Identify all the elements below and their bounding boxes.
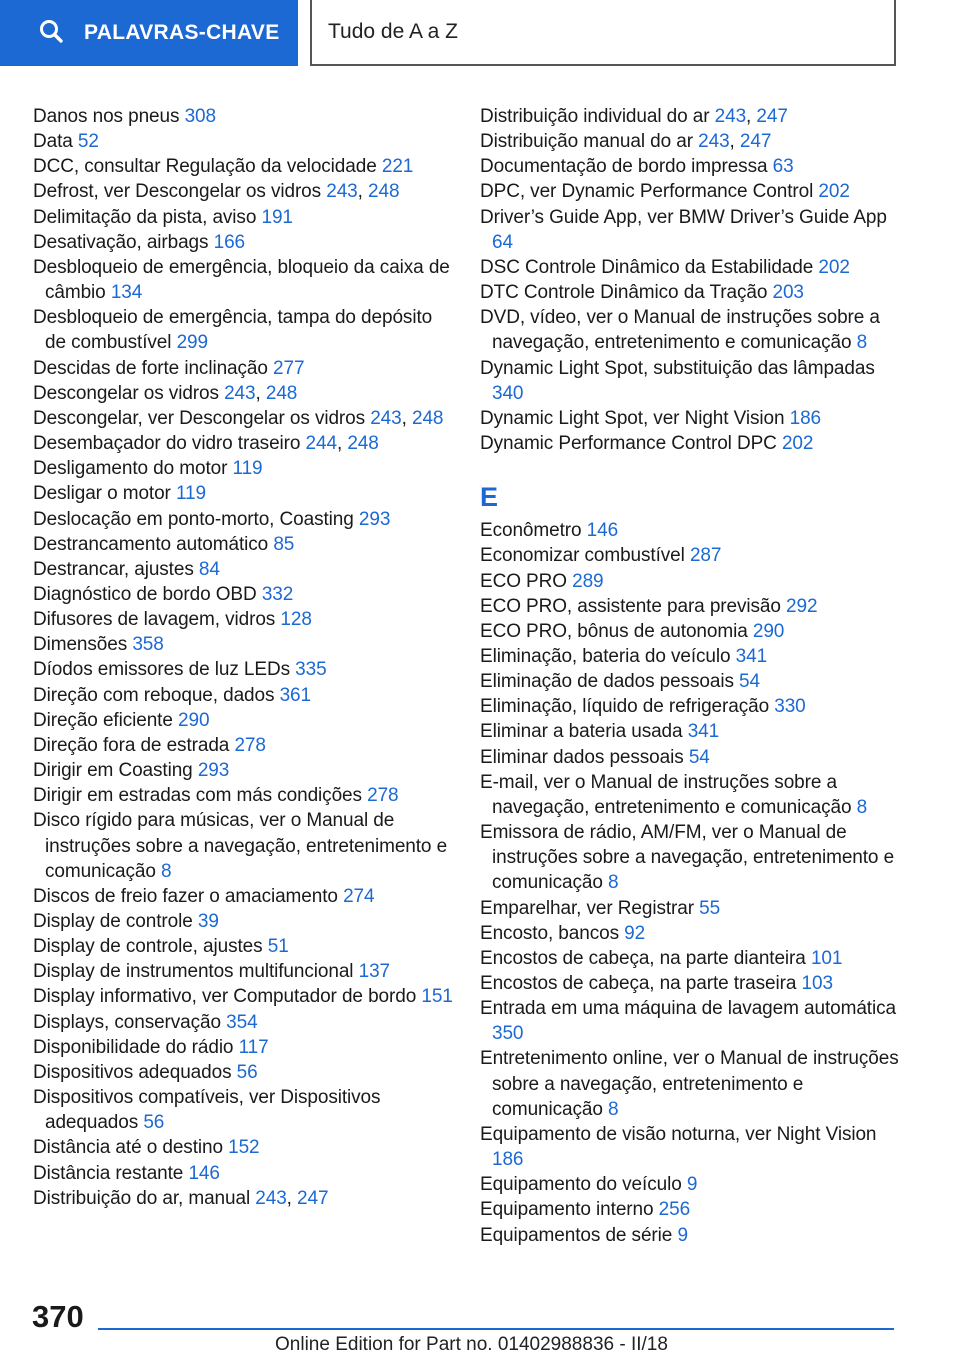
index-entry: Desembaçador do vidro traseiro 244, 248 [33,433,379,455]
page-link[interactable]: 8 [856,796,868,818]
page-link[interactable]: 248 [265,382,298,404]
index-entry [480,644,910,669]
index-entry [33,104,453,129]
index-entry-text: DTC Controle Dinâmico da Tração [480,282,768,304]
index-entry [33,1161,453,1186]
page-link[interactable]: 221 [381,156,414,178]
index-entry [33,984,453,1009]
page-link[interactable]: 350 [492,1023,524,1045]
index-entry-text: Econômetro [480,520,582,542]
keywords-tab-label: PALAVRAS-CHAVE [84,21,280,44]
index-entry-text: Equipamentos de série [480,1224,673,1246]
index-entry [33,1035,453,1060]
index-entry [33,1060,453,1085]
index-entry-text: Distribuição manual do ar [480,131,693,153]
page-link[interactable]: 203 [772,282,804,304]
page-link[interactable]: 146 [188,1162,220,1184]
index-entry-text: Dynamic Light Spot, substituição das lâmpadas [480,357,875,379]
page-link[interactable]: 84 [198,558,220,580]
index-entry-text: Descongelar os vidros [33,382,219,404]
index-entry-text: Display de controle, ajustes [33,936,263,958]
index-group-e [480,518,910,1248]
index-entry-text: Difusores de lavagem, vidros [33,609,276,631]
index-entry [480,1223,910,1248]
index-column-right [480,104,910,1248]
index-entry [480,770,910,820]
index-entry [33,909,453,934]
page-link[interactable]: 191 [261,206,293,228]
index-entry [33,1010,453,1035]
index-entry-text: Eliminação, bateria do veículo [480,645,731,667]
page-link[interactable]: 274 [343,885,375,907]
index-entry-text: Dispositivos adequados [33,1061,232,1083]
index-entry-text: Dirigir em Coasting [33,760,193,782]
page-link[interactable]: 63 [772,156,794,178]
index-entry [33,255,453,305]
index-entry-text: Distância até o destino [33,1137,223,1159]
page-link[interactable]: 128 [280,609,312,631]
index-entry [480,406,910,431]
page-link[interactable]: 202 [781,433,814,455]
page-link[interactable]: 56 [143,1112,165,1134]
index-entry-text: Driver’s Guide App, ver BMW Driver’s Guide App [480,206,887,228]
index-entry [33,783,453,808]
page-link[interactable]: 39 [197,911,219,932]
index-entry-text: DPC, ver Dynamic Performance Control [480,181,814,203]
page-link[interactable]: 9 [677,1224,688,1246]
index-entry-text: Display informativo, ver Computador de bordo [33,986,417,1008]
index-entry-text: Emparelhar, ver Registrar [480,897,694,919]
page-link[interactable]: 277 [273,357,305,379]
index-entry [480,896,910,921]
index-entry: Distribuição individual do ar 243, 247 [480,106,788,127]
index-entry [480,1172,910,1197]
page-link[interactable]: 361 [279,684,311,706]
page-link[interactable]: 299 [176,332,208,354]
page-link[interactable]: 117 [238,1036,269,1058]
index-entry-text: Equipamento do veículo [480,1174,682,1196]
page-link[interactable]: 54 [739,671,760,693]
index-entry-text: Entrada em uma máquina de lavagem automática [480,998,896,1020]
index-entry-text: E-mail, ver o Manual de instruções sobre a navegação, entretenimento e comunicação [480,771,852,818]
section-letter-heading: E [480,482,498,513]
index-entry-text: Dispositivos compatíveis, ver Dispositivos adequados [33,1087,381,1134]
index-entry-text: Deslocação em ponto-morto, Coasting [33,508,354,530]
index-column-left [33,104,453,1211]
page-link[interactable]: 335 [295,659,327,681]
page-link[interactable]: 332 [261,583,294,605]
index-entry-text: Dynamic Performance Control DPC [480,433,777,455]
page-link[interactable]: 152 [228,1137,260,1159]
index-entry-text: Desligamento do motor [33,458,228,480]
index-entry-text: Delimitação da pista, aviso [33,206,257,228]
search-icon [38,18,64,49]
index-entry: Distribuição manual do ar 243, 247 [480,131,772,153]
index-entry: Defrost, ver Descongelar os vidros 243, 248 [33,181,400,203]
page-link[interactable]: 55 [699,897,721,919]
page-link[interactable]: 341 [735,645,768,667]
index-entry-text: Encostos de cabeça, na parte traseira [480,973,797,994]
index-entry [480,356,910,406]
index-entry [33,934,453,959]
index-entry [480,1197,910,1222]
index-entry [33,884,453,909]
page-link[interactable]: 292 [786,595,818,617]
page-link[interactable]: 92 [624,922,646,944]
index-entry: Distribuição do ar, manual 243, 247 [33,1187,329,1209]
page-link[interactable]: 341 [687,721,720,743]
index-entry-text: Eliminar a bateria usada [480,721,683,743]
page-link[interactable]: 134 [110,282,143,304]
index-entry-text: Dimensões [33,634,128,656]
index-entry-text: Destrancamento automático [33,533,269,555]
page-link[interactable]: 186 [492,1149,524,1171]
page-link[interactable]: 290 [178,709,210,731]
page-link[interactable]: 289 [572,570,604,592]
page-link[interactable]: 340 [492,382,524,404]
index-entry [33,557,453,582]
page-link[interactable]: 54 [688,746,710,768]
index-entry-text: Equipamento de visão noturna, ver Night Vision [480,1123,877,1145]
index-entry [480,946,910,971]
a-to-z-tab[interactable] [310,0,896,66]
index-entry-text: Documentação de bordo impressa [480,156,768,178]
index-entry [480,996,910,1046]
page-link[interactable]: 186 [789,407,822,429]
page-link[interactable]: 101 [810,947,843,969]
index-entry-text: Dynamic Light Spot, ver Night Vision [480,407,785,429]
index-entry-text: ECO PRO, assistente para previsão [480,595,781,617]
index-entry-text: Desbloqueio de emergência, bloqueio da caixa de câmbio [33,256,450,304]
page-link[interactable]: 243 [224,382,256,404]
keywords-tab[interactable] [0,0,298,66]
index-entry [480,431,910,456]
index-entry-text: Desativação, airbags [33,231,209,253]
index-entry-text: Discos de freio fazer o amaciamento [33,885,338,907]
index-entry-text: DVD, vídeo, ver o Manual de instruções sobre a navegação, entretenimento e comunicação [480,307,880,354]
index-group-d [480,104,910,456]
index-entry [33,632,453,657]
index-entry-text: Direção com reboque, dados [33,684,275,706]
index-entry-text: Distribuição do ar, manual [33,1187,251,1209]
page-link[interactable]: 248 [412,407,444,429]
index-entry [33,959,453,984]
index-entry-text: Data [33,131,73,153]
index-entry-text: Descidas de forte inclinação [33,357,268,379]
page-link[interactable]: 202 [818,181,850,203]
page-number: 370 [32,1299,84,1334]
index-entry [480,719,910,744]
index-entry [33,808,453,883]
page-link[interactable]: 293 [358,508,391,530]
page-link[interactable]: 137 [358,961,391,983]
index-entry [33,456,453,481]
index-entry [33,129,453,154]
index-entry [33,205,453,230]
index-entry [480,543,910,568]
page-link[interactable]: 52 [77,131,99,153]
index-entry-text: Descongelar, ver Descongelar os vidros [33,407,366,429]
index-entry-text: Display de instrumentos multifuncional [33,961,354,983]
page-link[interactable]: 278 [367,785,399,807]
index-entry [33,305,453,355]
index-entry-text: Emissora de rádio, AM/FM, ver o Manual de instruções sobre a navegação, entretenimento e comunicação [480,822,895,894]
index-entry-text: Danos nos pneus [33,106,180,127]
index-entry-text: Entretenimento online, ver o Manual de instruções sobre a navegação, entretenimento e comunicação [480,1048,899,1120]
page-link[interactable]: 146 [586,520,619,542]
page-link[interactable]: 290 [752,620,785,642]
page-link[interactable]: 247 [756,106,788,127]
header-bar [0,0,960,66]
index-entry-text: Encostos de cabeça, na parte dianteira [480,947,806,969]
index-entry-text: Disponibilidade do rádio [33,1036,234,1058]
footer-divider [98,1328,894,1330]
page-link[interactable]: 103 [801,973,833,994]
index-entry-text: Desligar o motor [33,483,171,505]
index-entry-text: Disco rígido para músicas, ver o Manual de instruções sobre a navegação, entretenimento e comunicação [33,810,448,882]
index-entry [33,481,453,506]
index-entry: Descongelar, ver Descongelar os vidros 243, 248 [33,407,444,429]
index-entry [480,971,910,996]
index-entry [480,305,910,355]
page-link[interactable]: 243 [714,106,747,127]
page-link[interactable]: 244 [305,433,337,455]
index-entry [480,921,910,946]
index-entry-text: Desbloqueio de emergência, tampa do depósito de combustível [33,307,433,354]
page-link[interactable]: 119 [175,483,206,505]
index-entry [480,1122,910,1172]
index-entry [33,507,453,532]
page-link[interactable]: 247 [739,131,772,153]
page-link[interactable]: 308 [184,106,216,127]
page-link[interactable]: 56 [236,1061,258,1083]
page-link[interactable]: 256 [658,1199,691,1221]
index-entry [480,694,910,719]
page-link[interactable]: 8 [161,860,172,882]
index-entry [480,154,910,179]
page-link[interactable]: 8 [608,1098,619,1120]
index-entry [33,532,453,557]
index-entry-text: Eliminação, líquido de refrigeração [480,696,770,718]
page-link[interactable]: 8 [608,872,619,894]
index-entry-text: Defrost, ver Descongelar os vidros [33,181,322,203]
index-entry-text: Diagnóstico de bordo OBD [33,583,257,605]
index-entry-text: ECO PRO, bônus de autonomia [480,620,748,642]
index-entry: Descongelar os vidros 243, 248 [33,382,298,404]
index-entry-text: Equipamento interno [480,1199,654,1221]
index-entry-text: Desembaçador do vidro traseiro [33,433,301,455]
page-link[interactable]: 243 [326,181,358,203]
index-entry-text: Eliminação de dados pessoais [480,671,734,693]
index-entry [480,569,910,594]
index-entry [480,179,910,204]
page-link[interactable]: 248 [368,181,400,203]
index-entry-text: Destrancar, ajustes [33,558,194,580]
index-entry-text: Distribuição individual do ar [480,106,710,127]
page-link[interactable]: 243 [370,407,402,429]
page-link[interactable]: 64 [492,231,513,253]
index-entry-text: Encosto, bancos [480,922,619,944]
index-entry [33,154,453,179]
index-entry [480,205,910,255]
page-link[interactable]: 243 [255,1187,287,1209]
index-entry-text: Díodos emissores de luz LEDs [33,659,290,681]
page-link[interactable]: 151 [421,986,453,1008]
index-entry [33,758,453,783]
index-entry [33,607,453,632]
index-entry [480,820,910,895]
index-entry [33,356,453,381]
index-entry [480,518,910,543]
index-entry [480,669,910,694]
index-entry [33,733,453,758]
index-entry [480,745,910,770]
page-link[interactable]: 166 [213,231,246,253]
index-entry-text: Dirigir em estradas com más condições [33,785,362,807]
page-link[interactable]: 119 [232,458,263,480]
page-link[interactable]: 9 [686,1174,698,1196]
index-entry [33,1135,453,1160]
page-link[interactable]: 287 [689,545,722,567]
page-link[interactable]: 202 [818,256,850,278]
page-link[interactable]: 243 [698,131,730,153]
page-link[interactable]: 330 [774,696,806,718]
index-entry-text: Economizar combustível [480,545,685,567]
index-entry [33,582,453,607]
index-entry-text: Displays, conservação [33,1011,221,1033]
index-entry-text: Eliminar dados pessoais [480,746,684,768]
index-entry [33,1085,453,1135]
page-link[interactable]: 85 [273,533,295,555]
index-entry [33,708,453,733]
index-entry [33,657,453,682]
index-entry [480,594,910,619]
index-entry-text: DCC, consultar Regulação da velocidade [33,156,377,178]
page-link[interactable]: 278 [234,734,266,756]
index-entry-text: Direção fora de estrada [33,734,230,756]
footer-edition-text: Online Edition for Part no. 01402988836 - II/18 [275,1334,668,1355]
index-entry [33,230,453,255]
index-entry [480,280,910,305]
page-link[interactable]: 358 [132,634,164,656]
a-to-z-tab-label: Tudo de A a Z [328,20,458,43]
index-entry [480,255,910,280]
index-entry [33,683,453,708]
page-link[interactable]: 293 [197,760,230,782]
page-link[interactable]: 51 [267,936,289,958]
page-link[interactable]: 248 [347,433,379,455]
index-entry-text: Direção eficiente [33,709,173,731]
index-entry-text: Display de controle [33,911,193,932]
index-entry-text: Distância restante [33,1162,184,1184]
index-entry [480,619,910,644]
page-link[interactable]: 354 [226,1011,258,1033]
page-link[interactable]: 247 [297,1187,329,1209]
index-entry-text: ECO PRO [480,570,567,592]
index-entry [480,1046,910,1121]
page-link[interactable]: 8 [856,332,868,354]
index-entry-text: DSC Controle Dinâmico da Estabilidade [480,256,814,278]
